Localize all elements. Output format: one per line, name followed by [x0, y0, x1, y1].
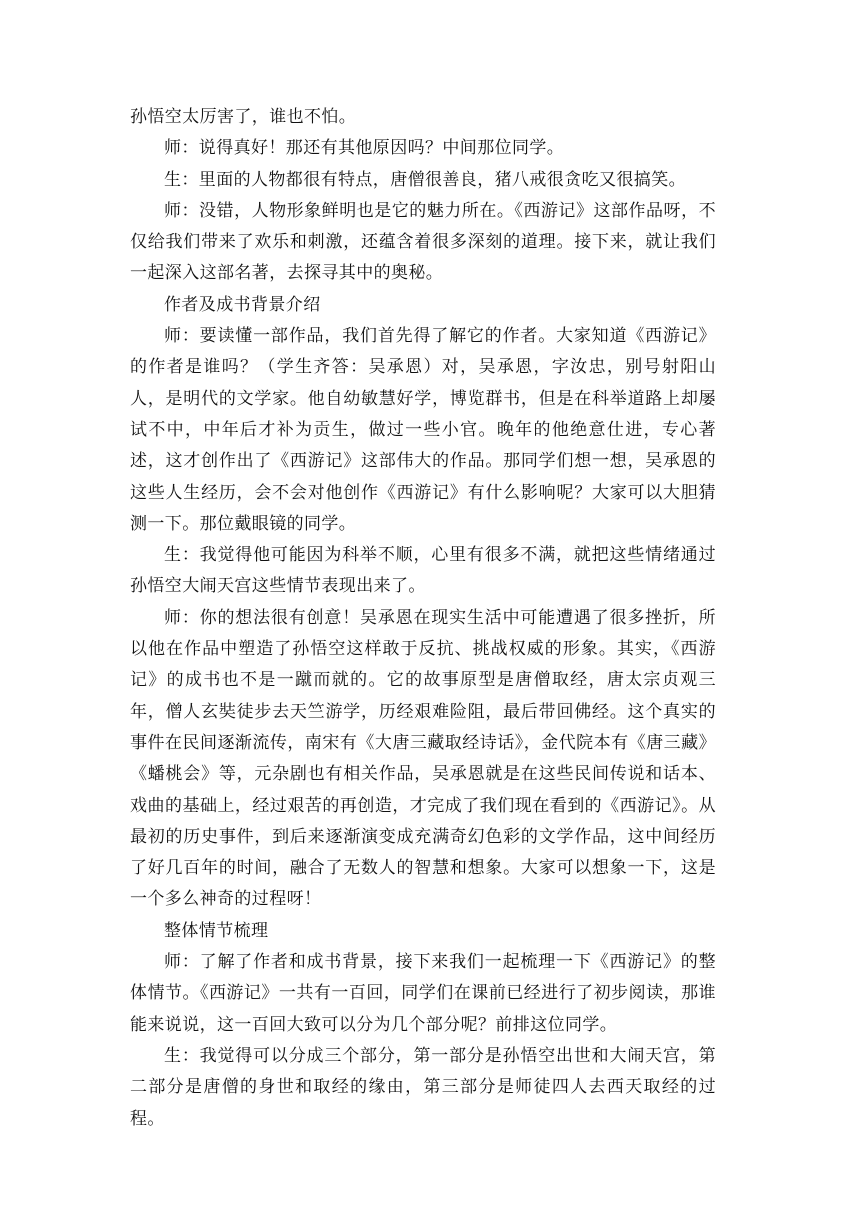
paragraph: 师：没错，人物形象鲜明也是它的魅力所在。《西游记》这部作品呀，不仅给我们带来了欢乐和刺激，还蕴含着很多深刻的道理。接下来，就让我们一起深入这部名著，去探寻其中的奥秘。 — [130, 200, 716, 284]
section-heading: 作者及成书背景介绍 — [164, 294, 321, 315]
paragraph: 师：说得真好！那还有其他原因吗？中间那位同学。 — [164, 138, 565, 159]
paragraph: 师：你的想法很有创意！吴承恩在现实生活中可能遭遇了很多挫折，所以他在作品中塑造了孙悟空这样敢于反抗、挑战权威的形象。其实，《西游记》的成书也不是一蹴而就的。它的故事原型是唐僧取经，唐太宗贞观三年，僧人玄奘徒步去天竺游学，历经艰难险阻，最后带回佛经。这个真实的事件在民间逐渐流传，南宋有《大唐三藏取经诗话》，金代院本有《唐三藏》《蟠桃会》等，元杂剧也有相关作品，吴承恩就是在这些民间传说和话本、戏曲的基础上，经过艰苦的再创造，才完成了我们现在看到的《西游记》。从最初的历史事件，到后来逐渐演变成充满奇幻色彩的文学作品，这中间经历了好几百年的时间，融合了无数人的智慧和想象。大家可以想象一下，这是一个多么神奇的过程呀！ — [130, 607, 716, 910]
paragraph: 师：了解了作者和成书背景，接下来我们一起梳理一下《西游记》的整体情节。《西游记》一共有一百回，同学们在课前已经进行了初步阅读，那谁能来说说，这一百回大致可以分为几个部分呢？前排这位同学。 — [130, 952, 716, 1035]
document-page — [130, 102, 716, 1135]
paragraph: 生：里面的人物都很有特点，唐僧很善良，猪八戒很贪吃又很搞笑。 — [164, 169, 686, 190]
paragraph: 生：我觉得他可能因为科举不顺，心里有很多不满，就把这些情绪通过孙悟空大闹天宫这些情节表现出来了。 — [130, 545, 716, 597]
section-heading: 整体情节梳理 — [164, 920, 269, 941]
paragraph: 生：我觉得可以分成三个部分，第一部分是孙悟空出世和大闹天宫，第二部分是唐僧的身世和取经的缘由，第三部分是师徒四人去西天取经的过程。 — [130, 1045, 716, 1129]
paragraph: 师：要读懂一部作品，我们首先得了解它的作者。大家知道《西游记》的作者是谁吗？（学生齐答：吴承恩）对，吴承恩，字汝忠，别号射阳山人，是明代的文学家。他自幼敏慧好学，博览群书，但是在科举道路上却屡试不中，中年后才补为贡生，做过一些小官。晚年的他绝意仕进，专心著述，这才创作出了《西游记》这部伟大的作品。那同学们想一想，吴承恩的这些人生经历，会不会对他创作《西游记》有什么影响呢？大家可以大胆猜测一下。那位戴眼镜的同学。 — [130, 326, 716, 534]
paragraph: 孙悟空太厉害了，谁也不怕。 — [130, 107, 357, 127]
